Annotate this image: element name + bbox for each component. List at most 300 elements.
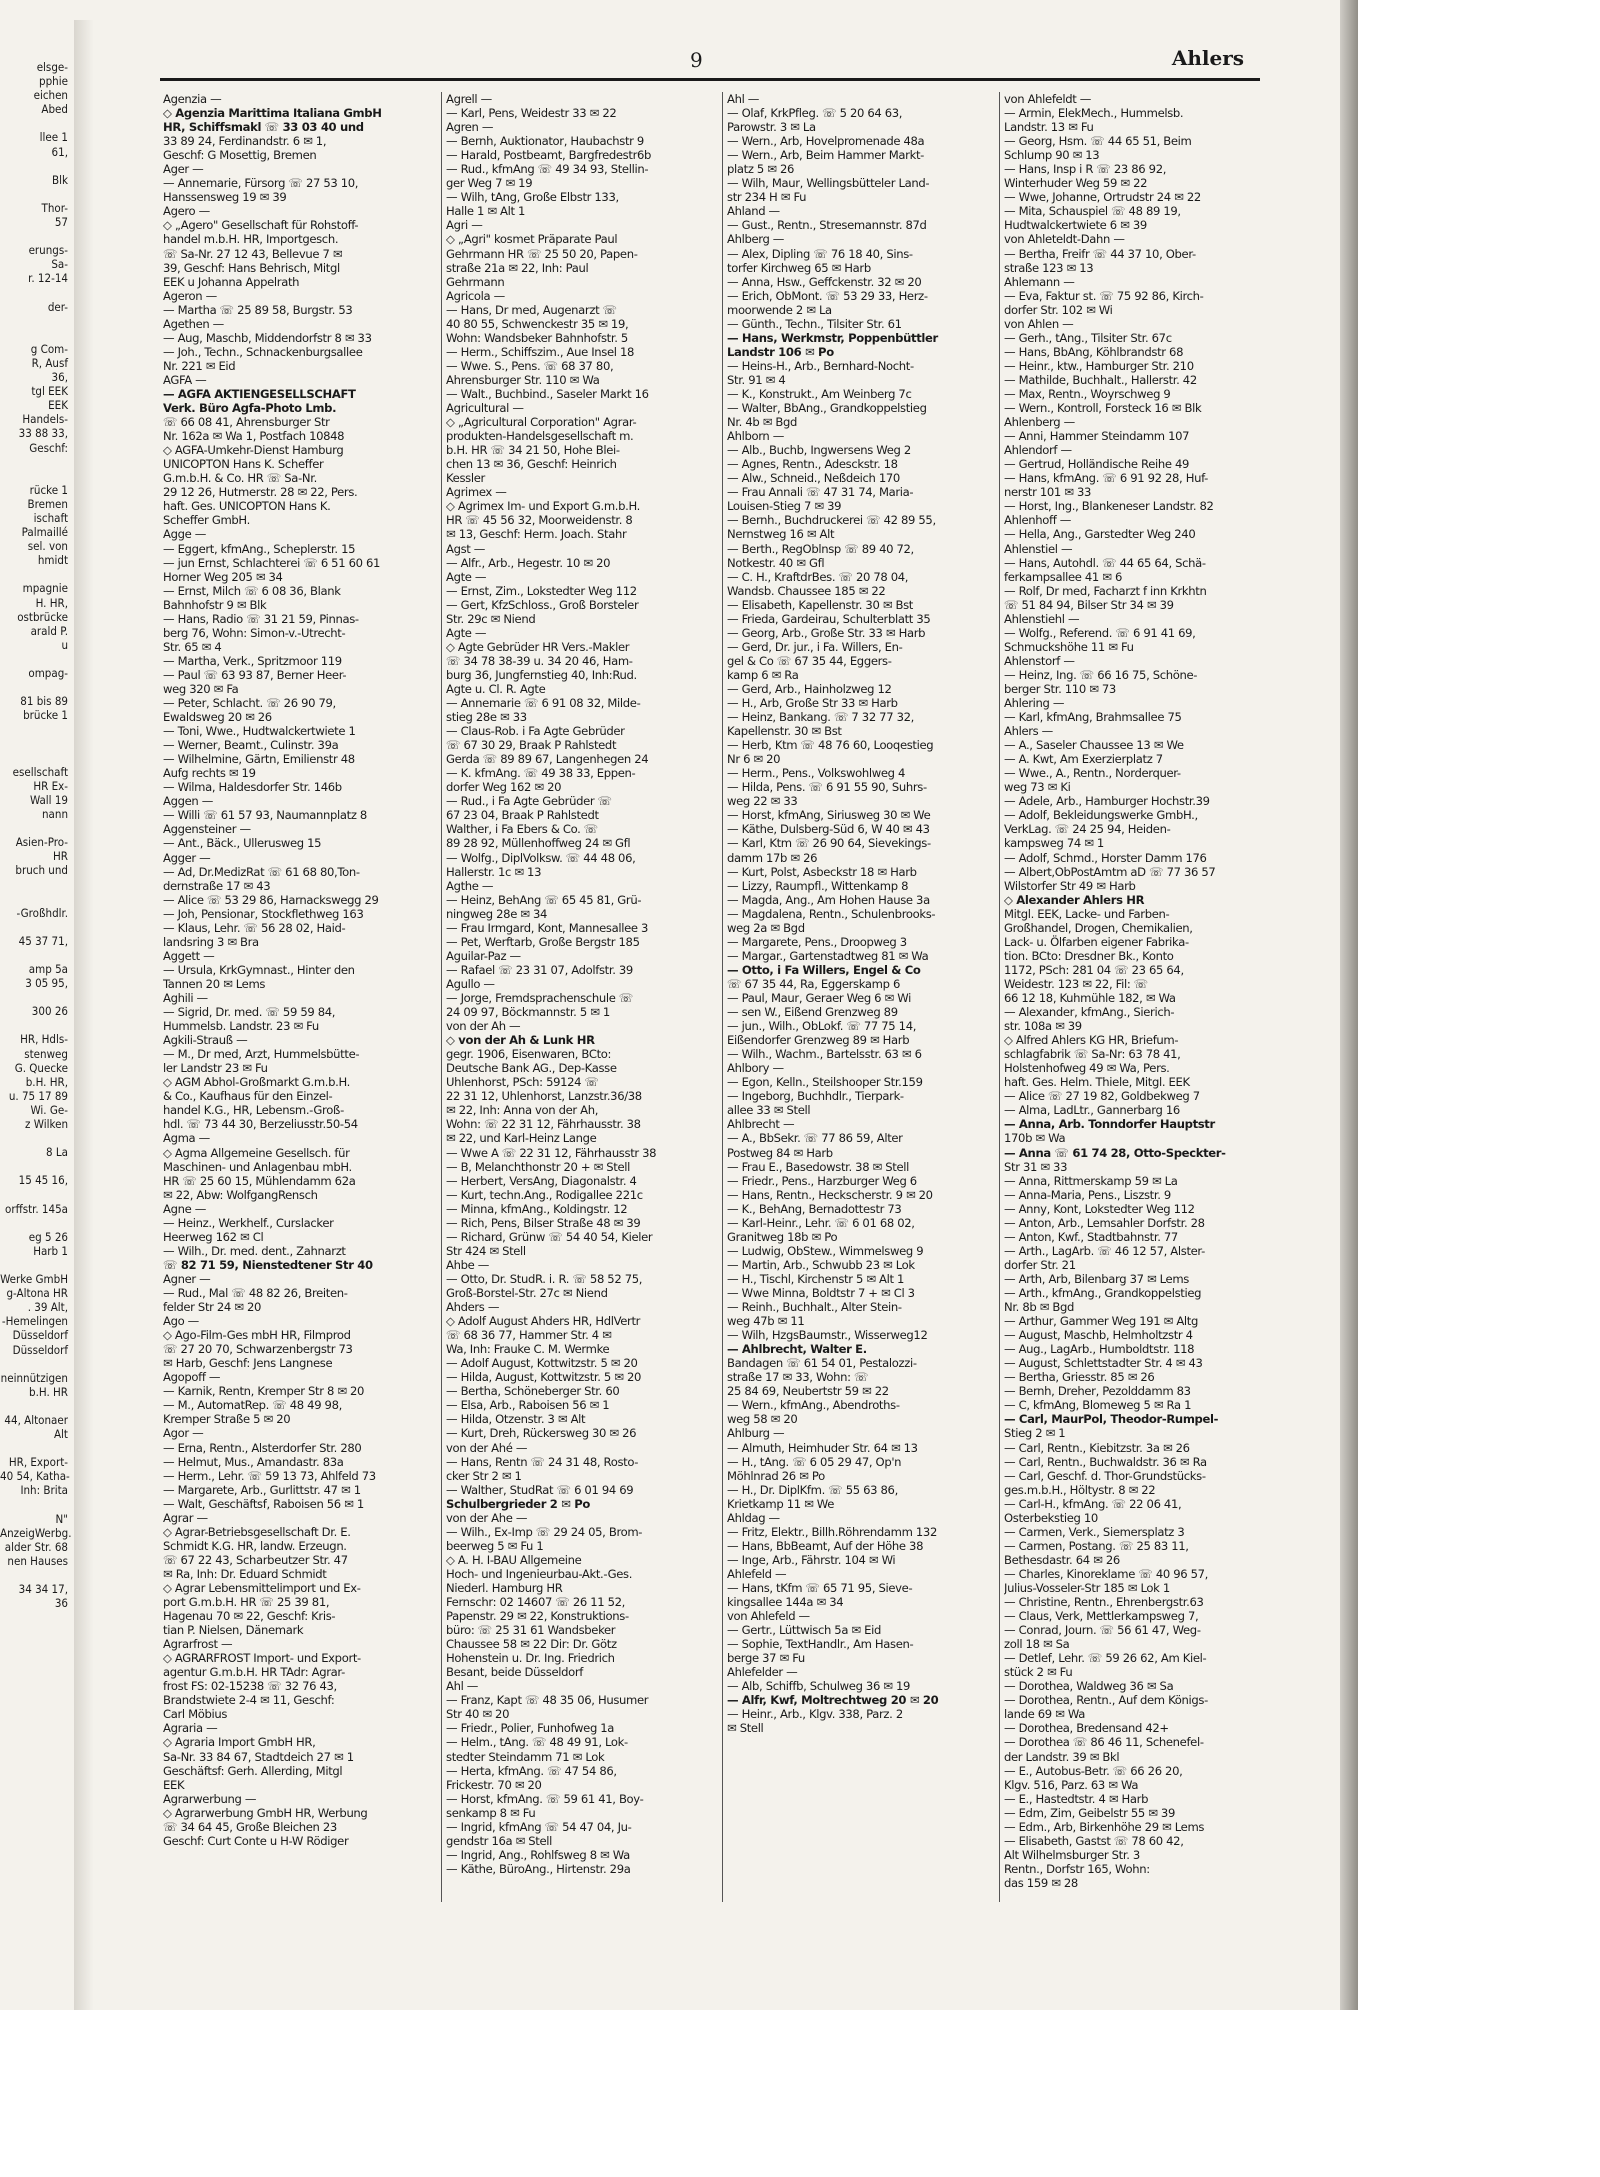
directory-entry: dorfer Str. 21 xyxy=(1004,1257,1076,1272)
directory-entry: — B, Melanchthonstr 20 + ✉ Stell xyxy=(446,1159,631,1174)
prev-page-line: Blk xyxy=(52,172,68,187)
directory-entry: Agenzia — xyxy=(163,92,222,106)
directory-entry: Scheffer GmbH. xyxy=(163,513,250,528)
prev-page-line: HR Ex- xyxy=(33,778,68,793)
directory-entry: Mitgl. EEK, Lacke- und Farben- xyxy=(1004,906,1170,921)
prev-page-line: u. 75 17 89 xyxy=(8,1088,68,1103)
directory-entry: EEK xyxy=(163,1777,185,1792)
directory-entry: — Carl, Rentn., Kiebitzstr. 3a ✉ 26 xyxy=(1004,1440,1190,1455)
directory-entry: — Herm., Pens., Volkswohlweg 4 xyxy=(727,766,905,781)
directory-entry: ◇ Agrar-Betriebsgesellschaft Dr. E. xyxy=(163,1524,351,1539)
prev-page-line xyxy=(0,722,72,736)
directory-entry: — Kurt, Polst, Asbeckstr 18 ✉ Harb xyxy=(727,864,917,879)
directory-entry: — Wilh., Dr. med. dent., Zahnarzt xyxy=(163,1243,346,1258)
prev-page-line: der- xyxy=(47,299,68,314)
page-gutter xyxy=(74,20,102,2010)
directory-entry: — Werner, Beamt., Culinstr. 39a xyxy=(163,738,339,753)
directory-entry: von Ahlen — xyxy=(1004,316,1074,331)
directory-entry: — Hilda, Otzenstr. 3 ✉ Alt xyxy=(446,1412,586,1427)
directory-entry: Winterhuder Weg 59 ✉ 22 xyxy=(1004,176,1148,191)
directory-entry: Agrarwerbung — xyxy=(163,1791,257,1806)
directory-entry: ✉ Harb, Geschf: Jens Langnese xyxy=(163,1356,333,1371)
directory-entry: — Bertha, Freifr ☏ 44 37 10, Ober- xyxy=(1004,246,1196,261)
directory-entry: — jun Ernst, Schlachterei ☏ 6 51 60 61 xyxy=(163,555,381,570)
directory-entry: — Wilh, tAng, Große Elbstr 133, xyxy=(446,190,619,205)
directory-entry: — Alfr, Kwf, Moltrechtweg 20 ✉ 20 xyxy=(727,1693,939,1708)
prev-page-line xyxy=(0,1441,72,1455)
directory-entry: — Bertha, Griesstr. 85 ✉ 26 xyxy=(1004,1370,1155,1385)
prev-page-line xyxy=(0,990,72,1004)
prev-page-line: mpagnie xyxy=(22,581,68,596)
directory-entry: Aggett — xyxy=(163,948,215,963)
directory-entry: Hagenau 70 ✉ 22, Geschf: Kris- xyxy=(163,1609,336,1624)
directory-entry: — H., Dr. DiplKfm. ☏ 55 63 86, xyxy=(727,1482,898,1497)
directory-entry: — Paul, Maur, Geraer Weg 6 ✉ Wi xyxy=(727,991,911,1005)
directory-entry: — C, kfmAng, Blomeweg 5 ✉ Ra 1 xyxy=(1004,1398,1192,1413)
directory-entry: — Anton, Kwf., Stadtbahnstr. 77 xyxy=(1004,1229,1178,1244)
directory-entry: — Kurt, Dreh, Rückersweg 30 ✉ 26 xyxy=(446,1426,637,1441)
prev-page-line: 57 xyxy=(54,215,68,230)
directory-entry: ☏ 27 20 70, Schwarzenbergstr 73 xyxy=(163,1342,353,1357)
directory-entry: — Eva, Faktur st. ☏ 75 92 86, Kirch- xyxy=(1004,288,1204,303)
directory-entry: 29 12 26, Hutmerstr. 28 ✉ 22, Pers. xyxy=(163,485,358,500)
directory-entry: — Rolf, Dr med, Facharzt f inn Krkhtn xyxy=(1004,583,1207,598)
directory-entry: Papenstr. 29 ✉ 22, Konstruktions- xyxy=(446,1609,629,1624)
directory-entry: — Bernh., Buchdruckerei ☏ 42 89 55, xyxy=(727,513,936,528)
directory-entry: Groß-Borstel-Str. 27c ✉ Niend xyxy=(446,1285,608,1300)
directory-entry: ◇ Alfred Ahlers KG HR, Briefum- xyxy=(1004,1033,1179,1048)
directory-entry: burg 36, Jungfernstieg 40, Inh:Rud. xyxy=(446,667,637,682)
prev-page-line: neinnützigen xyxy=(0,1370,68,1385)
directory-entry: — Gust., Rentn., Stresemannstr. 87d xyxy=(727,218,927,233)
directory-entry: Agrar — xyxy=(163,1510,208,1525)
directory-entry: Agethen — xyxy=(163,316,224,331)
directory-entry: — Albert,ObPostAmtm aD ☏ 77 36 57 xyxy=(1004,864,1216,879)
directory-entry: ningweg 28e ✉ 34 xyxy=(446,906,548,921)
directory-entry: Großhandel, Drogen, Chemikalien, xyxy=(1004,920,1193,935)
directory-entry: Nr. 221 ✉ Eid xyxy=(163,358,236,373)
directory-entry: — Adolf August, Kottwitzstr. 5 ✉ 20 xyxy=(446,1356,638,1371)
directory-entry: — Alb., Buchb, Ingwersens Weg 2 xyxy=(727,443,911,458)
directory-entry: — Magda, Ang., Am Hohen Hause 3a xyxy=(727,892,930,907)
directory-entry: UNICOPTON Hans K. Scheffer xyxy=(163,457,324,472)
directory-entry: Agricola — xyxy=(446,288,505,303)
directory-entry: — Elsa, Arb., Raboisen 56 ✉ 1 xyxy=(446,1398,610,1413)
prev-page-line xyxy=(0,877,72,891)
directory-entry: — Hans, Werkmstr, Poppenbüttler xyxy=(727,330,938,345)
directory-entry: — Aug, Maschb, Middendorfstr 8 ✉ 33 xyxy=(163,330,372,345)
directory-entry: — Horst, kfmAng, Siriusweg 30 ✉ We xyxy=(727,808,931,823)
directory-entry: — Anni, Hammer Steindamm 107 xyxy=(1004,429,1190,444)
prev-page-line: erungs- xyxy=(28,243,68,258)
directory-entry: — Walt., Buchbind., Saseler Markt 16 xyxy=(446,386,649,401)
directory-entry: — Gert, KfzSchloss., Groß Borsteler xyxy=(446,597,639,612)
directory-entry: Ahlefelder — xyxy=(727,1665,798,1680)
directory-entry: — Alfr., Arb., Hegestr. 10 ✉ 20 xyxy=(446,555,611,570)
directory-entry: Agne — xyxy=(163,1201,206,1216)
directory-entry: — Annemarie, Fürsorg ☏ 27 53 10, xyxy=(163,176,359,191)
directory-entry: — Wilh., Ex-Imp ☏ 29 24 05, Brom- xyxy=(446,1524,643,1539)
directory-entry: straße 21a ✉ 22, Inh: Paul xyxy=(446,260,589,275)
directory-entry: Schmidt K.G. HR, landw. Erzeugn. xyxy=(163,1538,347,1553)
directory-entry: G.m.b.H. & Co. HR ☏ Sa-Nr. xyxy=(163,471,317,486)
directory-entry: — jun., Wilh., ObLokf. ☏ 77 75 14, xyxy=(727,1019,917,1034)
directory-entry: — Heinz, Bankang. ☏ 7 32 77 32, xyxy=(727,710,914,725)
prev-page-line: HR, Export- xyxy=(8,1455,68,1470)
directory-entry: — Heinz., Werkhelf., Curslacker xyxy=(163,1215,334,1230)
directory-entry: berg 76, Wohn: Simon-v.-Utrecht- xyxy=(163,625,346,640)
directory-entry: Tannen 20 ✉ Lems xyxy=(163,976,266,991)
directory-entry: ✉ Stell xyxy=(727,1721,764,1736)
prev-page-line: 3 05 95, xyxy=(25,976,68,991)
directory-entry: — Ludwig, ObStew., Wimmelsweg 9 xyxy=(727,1243,924,1258)
directory-entry: — Frieda, Gardeirau, Schulterblatt 35 xyxy=(727,611,931,626)
directory-entry: ◇ Agrarwerbung GmbH HR, Werbung xyxy=(163,1805,368,1820)
directory-entry: — Hans, Rentn ☏ 24 31 48, Rosto- xyxy=(446,1454,639,1469)
directory-entry: — Carl, Rentn., Buchwaldstr. 36 ✉ Ra xyxy=(1004,1454,1207,1469)
prev-page-line: b.H. HR, xyxy=(25,1074,68,1089)
prev-page-line: Handels- xyxy=(22,412,68,427)
directory-entry: das 159 ✉ 28 xyxy=(1004,1875,1078,1890)
prev-page-line xyxy=(0,328,72,342)
directory-entry: Geschf: Curt Conte u H-W Rödiger xyxy=(163,1833,349,1848)
prev-page-line: 300 26 xyxy=(31,1004,68,1019)
directory-entry: — Anna-Maria, Pens., Liszstr. 9 xyxy=(1004,1187,1171,1202)
directory-entry: — Dorothea, Bredensand 42+ xyxy=(1004,1721,1169,1736)
directory-entry: — Bernh, Auktionator, Haubachstr 9 xyxy=(446,134,644,149)
directory-entry: Agte — xyxy=(446,569,487,584)
directory-entry: Schulbergrieder 2 ✉ Po xyxy=(446,1496,590,1511)
directory-entry: felder Str 24 ✉ 20 xyxy=(163,1300,262,1315)
directory-entry: HR, Schiffsmakl ☏ 33 03 40 und xyxy=(163,120,364,135)
prev-page-line: Alt xyxy=(53,1427,68,1442)
directory-entry: ◇ Ago-Film-Ges mbH HR, Filmprod xyxy=(163,1328,351,1343)
directory-entry: Osterbekstieg 10 xyxy=(1004,1510,1098,1525)
prev-page-line xyxy=(0,1188,72,1202)
directory-entry: ◇ AGM Abhol-Großmarkt G.m.b.H. xyxy=(163,1075,350,1090)
directory-entry: Postweg 84 ✉ Harb xyxy=(727,1145,833,1160)
directory-entry: ges.m.b.H., Höltystr. 8 ✉ 22 xyxy=(1004,1482,1156,1497)
directory-entry: berge 37 ✉ Fu xyxy=(727,1651,805,1666)
directory-entry: — Richard, Grünw ☏ 54 40 54, Kieler xyxy=(446,1229,653,1244)
directory-entry: ☏ 34 64 45, Große Bleichen 23 xyxy=(163,1819,337,1834)
prev-page-line xyxy=(0,314,72,328)
directory-entry: Geschf: G Mosettig, Bremen xyxy=(163,148,317,163)
directory-entry: — Agnes, Rentn., Adesckstr. 18 xyxy=(727,457,898,472)
directory-entry: — Martin, Arb., Schwubb 23 ✉ Lok xyxy=(727,1257,915,1272)
directory-entry: — Frau Irmgard, Kont, Mannesallee 3 xyxy=(446,920,649,935)
directory-entry: stedter Steindamm 71 ✉ Lok xyxy=(446,1749,605,1764)
directory-entry: Ahlenhoff — xyxy=(1004,513,1072,528)
directory-entry: moorwende 2 ✉ La xyxy=(727,302,832,317)
directory-entry: — Fritz, Elektr., Billh.Röhrendamm 132 xyxy=(727,1524,937,1539)
directory-entry: kamp 6 ✉ Ra xyxy=(727,667,799,682)
directory-entry: lande 69 ✉ Wa xyxy=(1004,1707,1085,1722)
directory-entry: Heerweg 162 ✉ Cl xyxy=(163,1229,264,1244)
directory-entry: Parowstr. 3 ✉ La xyxy=(727,120,816,135)
directory-entry: 25 84 69, Neubertstr 59 ✉ 22 xyxy=(727,1384,889,1399)
directory-entry: ◇ „Agero" Gesellschaft für Rohstoff- xyxy=(163,218,359,233)
directory-entry: — Frau Annali ☏ 47 31 74, Maria- xyxy=(727,485,914,500)
directory-entry: — Hilda, August, Kottwitzstr. 5 ✉ 20 xyxy=(446,1370,642,1385)
directory-entry: cker Str 2 ✉ 1 xyxy=(446,1468,522,1483)
directory-entry: Gehrmann xyxy=(446,274,505,289)
directory-entry: — Alexander, kfmAng., Sierich- xyxy=(1004,1005,1175,1020)
directory-entry: — Alice ☏ 27 19 82, Goldbekweg 7 xyxy=(1004,1089,1200,1104)
directory-entry: — Edm, Zim, Geibelstr 55 ✉ 39 xyxy=(1004,1805,1175,1820)
directory-entry: ☏ 67 22 43, Scharbeutzer Str. 47 xyxy=(163,1552,348,1567)
prev-page-line: elsge- xyxy=(36,60,68,74)
directory-entry: — Eggert, kfmAng., Scheplerstr. 15 xyxy=(163,541,356,556)
directory-entry: — Karl-Heinr., Lehr. ☏ 6 01 68 02, xyxy=(727,1215,915,1230)
directory-entry: — Herm., Schiffszim., Aue Insel 18 xyxy=(446,344,635,359)
directory-entry: Chaussee 58 ✉ 22 Dir: Dr. Götz xyxy=(446,1637,617,1652)
directory-entry: Ahlenstiel — xyxy=(1004,541,1073,556)
directory-entry: — Annemarie ☏ 6 91 08 32, Milde- xyxy=(446,696,641,711)
directory-entry: Kremper Straße 5 ✉ 20 xyxy=(163,1412,291,1427)
prev-page-line xyxy=(0,821,72,835)
directory-entry: Str 424 ✉ Stell xyxy=(446,1243,526,1258)
directory-entry: — Arthur, Gammer Weg 191 ✉ Altg xyxy=(1004,1314,1198,1329)
directory-entry: — Dorothea ☏ 86 46 11, Schenefel- xyxy=(1004,1735,1204,1750)
directory-entry: — Carl, MaurPol, Theodor-Rumpel- xyxy=(1004,1412,1219,1427)
prev-page-line xyxy=(0,1258,72,1272)
directory-entry: Hoch- und Ingenieurbau-Akt.-Ges. xyxy=(446,1566,633,1581)
prev-page-line: 44, Altonaer xyxy=(4,1413,68,1427)
prev-page-line xyxy=(0,229,72,243)
directory-entry: — Martha ☏ 25 89 58, Burgstr. 53 xyxy=(163,302,353,317)
directory-entry: — Edm., Arb, Birkenhöhe 29 ✉ Lems xyxy=(1004,1819,1205,1834)
directory-entry: — Harald, Postbeamt, Bargfredestr6b xyxy=(446,148,652,163)
directory-entry: Aguilar-Paz — xyxy=(446,948,521,963)
directory-entry: — Adele, Arb., Hamburger Hochstr.39 xyxy=(1004,794,1210,809)
directory-entry: Louisen-Stieg 7 ✉ 39 xyxy=(727,499,842,514)
directory-entry: 66 12 18, Kuhmühle 182, ✉ Wa xyxy=(1004,991,1176,1005)
directory-entry: ◇ von der Ah & Lunk HR xyxy=(446,1033,595,1048)
directory-entry: — Ingrid, kfmAng ☏ 54 47 04, Ju- xyxy=(446,1819,632,1834)
directory-entry: — Anna, Rittmerskamp 59 ✉ La xyxy=(1004,1173,1178,1188)
directory-entry: dernstraße 17 ✉ 43 xyxy=(163,878,271,893)
directory-entry: 22 31 12, Uhlenhorst, Lanzstr.36/38 xyxy=(446,1089,642,1104)
directory-entry: — Hans, Insp i R ☏ 23 86 92, xyxy=(1004,162,1167,177)
prev-page-line xyxy=(0,892,72,906)
directory-entry: ◇ Agrimex Im- und Export G.m.b.H. xyxy=(446,499,640,514)
directory-entry: — K., BehAng, Bernadottestr 73 xyxy=(727,1201,902,1216)
directory-entry: — Arth., LagArb. ☏ 46 12 57, Alster- xyxy=(1004,1243,1205,1258)
directory-entry: schlagfabrik ☏ Sa-Nr: 63 78 41, xyxy=(1004,1047,1181,1062)
directory-entry: — Herta, kfmAng. ☏ 47 54 86, xyxy=(446,1763,617,1778)
directory-entry: — Käthe, BüroAng., Hirtenstr. 29a xyxy=(446,1861,631,1876)
directory-entry: von der Ahe — xyxy=(446,1510,528,1525)
directory-entry: von Ahlefeldt — xyxy=(1004,92,1091,106)
directory-entry: — Wwe Minna, Boldtstr 7 + ✉ Cl 3 xyxy=(727,1285,915,1300)
prev-page-line xyxy=(0,159,72,173)
prev-page-line: Sa- xyxy=(51,257,68,272)
directory-entry: ◇ Adolf August Ahders HR, HdlVertr xyxy=(446,1314,641,1329)
running-head: Ahlers xyxy=(1171,46,1244,70)
directory-entry: Aufg rechts ✉ 19 xyxy=(163,766,256,781)
prev-page-line: amp 5a xyxy=(28,962,68,976)
directory-entry: — Anny, Kont, Lokstedter Weg 112 xyxy=(1004,1201,1195,1216)
directory-entry: — Margarete, Pens., Droopweg 3 xyxy=(727,934,907,949)
directory-entry: — Heins-H., Arb., Bernhard-Nocht- xyxy=(727,358,914,373)
directory-entry: Ahlemann — xyxy=(1004,274,1075,289)
directory-entry: — Herm., Lehr. ☏ 59 13 73, Ahlfeld 73 xyxy=(163,1468,376,1483)
directory-entry: Agrarfrost — xyxy=(163,1637,233,1652)
prev-page-line: Harb 1 xyxy=(33,1243,68,1258)
directory-entry: — Ernst, Milch ☏ 6 08 36, Blank xyxy=(163,583,341,598)
directory-entry: Brandstwiete 2-4 ✉ 11, Geschf: xyxy=(163,1693,335,1708)
directory-entry: — Joh, Pensionar, Stockflethweg 163 xyxy=(163,906,364,921)
prev-page-line: HR xyxy=(53,849,68,864)
prev-page-line: Bremen xyxy=(27,496,68,511)
directory-entry: Fernschr: 02 14607 ☏ 26 11 52, xyxy=(446,1595,625,1610)
previous-page-edge xyxy=(0,60,72,1960)
directory-entry: Aghili — xyxy=(163,991,208,1005)
directory-entry: — Ant., Bäck., Ullerusweg 15 xyxy=(163,836,322,851)
directory-entry: Ahl — xyxy=(727,92,760,106)
directory-entry: kingsallee 144a ✉ 34 xyxy=(727,1595,844,1610)
directory-entry: ferkampsallee 41 ✉ 6 xyxy=(1004,569,1123,584)
directory-entry: — Rich, Pens, Bilser Straße 48 ✉ 39 xyxy=(446,1215,641,1230)
directory-entry: Ahbe — xyxy=(446,1257,489,1272)
prev-page-line xyxy=(0,1498,72,1512)
directory-entry: 67 23 04, Braak P Rahlstedt xyxy=(446,808,599,823)
directory-entry: ✉ Ra, Inh: Dr. Eduard Schmidt xyxy=(163,1566,327,1581)
directory-entry: — Sophie, TextHandlr., Am Hasen- xyxy=(727,1637,914,1652)
directory-entry: — Wwe., A., Rentn., Norderquer- xyxy=(1004,766,1181,781)
directory-entry: — K. kfmAng. ☏ 49 38 33, Eppen- xyxy=(446,766,636,781)
directory-entry: — Aug., LagArb., Humboldtstr. 118 xyxy=(1004,1342,1195,1357)
prev-page-line: brücke 1 xyxy=(23,708,68,723)
directory-entry: Sa-Nr. 33 84 67, Stadtdeich 27 ✉ 1 xyxy=(163,1749,354,1764)
directory-entry: gel & Co ☏ 67 35 44, Eggers- xyxy=(727,653,892,668)
directory-entry: — Carmen, Postang. ☏ 25 83 11, xyxy=(1004,1538,1189,1553)
directory-entry: — Wwe, Johanne, Ortrudstr 24 ✉ 22 xyxy=(1004,190,1201,205)
directory-entry: — Pet, Werftarb, Große Bergstr 185 xyxy=(446,934,640,949)
directory-entry: Bethesdastr. 64 ✉ 26 xyxy=(1004,1552,1120,1567)
directory-entry: — August, Maschb, Helmholtzstr 4 xyxy=(1004,1328,1193,1343)
directory-entry: — Wwe A ☏ 22 31 12, Fährhausstr 38 xyxy=(446,1145,657,1160)
directory-entry: ✉ 22, Inh: Anna von der Ah, xyxy=(446,1103,599,1118)
directory-entry: Hanssensweg 19 ✉ 39 xyxy=(163,190,287,205)
directory-entry: Agte u. Cl. R. Agte xyxy=(446,681,546,696)
directory-entry: — Wwe. S., Pens. ☏ 68 37 80, xyxy=(446,358,614,373)
directory-entry: Wohn: ☏ 22 31 12, Fährhausstr. 38 xyxy=(446,1117,641,1132)
directory-entry: Ahlburg — xyxy=(727,1426,785,1441)
prev-page-line: sel. von xyxy=(27,539,68,554)
prev-page-line: rücke 1 xyxy=(29,482,68,497)
prev-page-line xyxy=(0,737,72,751)
directory-entry: — Detlef, Lehr. ☏ 59 26 62, Am Kiel- xyxy=(1004,1651,1207,1666)
directory-entry: AGFA — xyxy=(163,372,207,387)
prev-page-line: stenweg xyxy=(24,1046,68,1061)
directory-entry: — Walt, Geschäftsf, Raboisen 56 ✉ 1 xyxy=(163,1496,364,1511)
directory-entry: — Hans, Dr med, Augenarzt ☏ xyxy=(446,302,617,317)
directory-entry: Ewaldsweg 20 ✉ 26 xyxy=(163,710,272,725)
directory-entry: ◇ „Agricultural Corporation" Agrar- xyxy=(446,415,637,430)
directory-entry: Hummelsb. Landstr. 23 ✉ Fu xyxy=(163,1019,319,1034)
directory-entry: weg 2a ✉ Bgd xyxy=(727,920,805,935)
prev-page-line: 34 34 17, xyxy=(18,1582,68,1597)
directory-entry: 39, Geschf: Hans Behrisch, Mitgl xyxy=(163,260,340,275)
directory-entry: — Gertrud, Holländische Reihe 49 xyxy=(1004,457,1190,472)
directory-entry: — Rud., i Fa Agte Gebrüder ☏ xyxy=(446,794,612,809)
prev-page-line: Inh: Brita xyxy=(20,1483,68,1498)
directory-entry: Niederl. Hamburg HR xyxy=(446,1580,563,1595)
directory-entry: — Inge, Arb., Fährstr. 104 ✉ Wi xyxy=(727,1552,896,1567)
prev-page-line: -Hemelingen xyxy=(1,1314,68,1329)
directory-entry: berger Str. 110 ✉ 73 xyxy=(1004,681,1116,696)
prev-page-line: eg 5 26 xyxy=(28,1229,68,1244)
directory-entry: Carl Möbius xyxy=(163,1707,228,1722)
directory-entry: Agor — xyxy=(163,1426,204,1441)
directory-entry: Geschäftsf: Gerh. Allerding, Mitgl xyxy=(163,1763,343,1778)
directory-entry: — Mita, Schauspiel ☏ 48 89 19, xyxy=(1004,204,1181,219)
directory-entry: HR ☏ 25 60 15, Mühlendamm 62a xyxy=(163,1173,356,1188)
directory-entry: Uhlenhorst, PSch: 59124 ☏ xyxy=(446,1075,599,1090)
prev-page-line xyxy=(0,1399,72,1413)
prev-page-line: g-Altona HR xyxy=(6,1286,68,1301)
directory-entry: — Gerd, Arb., Hainholzweg 12 xyxy=(727,681,892,696)
directory-entry: b.H. HR ☏ 34 21 50, Hohe Blei- xyxy=(446,443,620,458)
directory-entry: — Helmut, Mus., Amandastr. 83a xyxy=(163,1454,344,1469)
directory-entry: weg 47b ✉ 11 xyxy=(727,1314,805,1329)
directory-entry: stieg 28e ✉ 33 xyxy=(446,710,527,725)
directory-entry: — Dorothea, Waldweg 36 ✉ Sa xyxy=(1004,1679,1174,1694)
prev-page-line: Palmaillé xyxy=(21,525,68,540)
directory-entry: beerweg 5 ✉ Fu 1 xyxy=(446,1538,544,1553)
directory-entry: — Karl, Ktm ☏ 26 90 64, Sievekings- xyxy=(727,836,931,851)
directory-entry: büro: ☏ 25 31 61 Wandsbeker xyxy=(446,1623,616,1638)
directory-entry: handel K.G., HR, Lebensm.-Groß- xyxy=(163,1103,344,1118)
directory-entry: Nr. 8b ✉ Bgd xyxy=(1004,1300,1075,1315)
directory-entry: Kessler xyxy=(446,471,485,486)
directory-entry: — Rud., kfmAng ☏ 49 34 93, Stellin- xyxy=(446,162,649,177)
directory-entry: — Hans, tKfm ☏ 65 71 95, Sieve- xyxy=(727,1580,913,1595)
directory-entry: Hudtwalckertwiete 6 ✉ 39 xyxy=(1004,218,1147,233)
directory-entry: ☏ 82 71 59, Nienstedtener Str 40 xyxy=(163,1257,373,1272)
directory-entry: — Reinh., Buchhalt., Alter Stein- xyxy=(727,1300,902,1315)
directory-entry: Ahlbrecht — xyxy=(727,1117,795,1132)
directory-entry: — A., BbSekr. ☏ 77 86 59, Alter xyxy=(727,1131,903,1146)
directory-entry: ler Landstr 23 ✉ Fu xyxy=(163,1061,268,1076)
prev-page-line: b.H. HR xyxy=(29,1384,68,1399)
directory-entry: handel m.b.H. HR, Importgesch. xyxy=(163,232,339,247)
directory-entry: Landstr 106 ✉ Po xyxy=(727,344,834,359)
directory-entry: — Horst, Ing., Blankeneser Landstr. 82 xyxy=(1004,499,1214,514)
directory-entry: chen 13 ✉ 36, Geschf: Heinrich xyxy=(446,457,617,472)
directory-entry: zoll 18 ✉ Sa xyxy=(1004,1637,1070,1652)
directory-entry: — August, Schlettstadter Str. 4 ✉ 43 xyxy=(1004,1356,1203,1371)
directory-entry: senkamp 8 ✉ Fu xyxy=(446,1805,536,1820)
prev-page-line: N" xyxy=(55,1511,68,1526)
directory-entry: von Ahleteldt-Dahn — xyxy=(1004,232,1125,247)
directory-entry: — Anna, Arb. Tonndorfer Hauptstr xyxy=(1004,1117,1215,1132)
directory-entry: — Christine, Rentn., Ehrenbergstr.63 xyxy=(1004,1595,1204,1610)
directory-entry: str 234 H ✉ Fu xyxy=(727,190,807,205)
directory-entry: — Bertha, Schöneberger Str. 60 xyxy=(446,1384,620,1399)
directory-entry: Ahlers — xyxy=(1004,724,1053,739)
prev-page-line xyxy=(0,455,72,469)
directory-entry: — E., Hastedtstr. 4 ✉ Harb xyxy=(1004,1791,1149,1806)
directory-entry: — Hans, Autohdl. ☏ 44 65 64, Schä- xyxy=(1004,555,1206,570)
directory-entry: Walther, i Fa Ebers & Co. ☏ xyxy=(446,822,598,837)
directory-entry: — Klaus, Lehr. ☏ 56 28 02, Haid- xyxy=(163,920,346,935)
directory-entry: — Gerd, Dr. jur., i Fa. Willers, En- xyxy=(727,639,903,654)
directory-entry: — Frau E., Basedowstr. 38 ✉ Stell xyxy=(727,1159,909,1174)
directory-entry: — Claus-Rob. i Fa Agte Gebrüder xyxy=(446,724,625,739)
